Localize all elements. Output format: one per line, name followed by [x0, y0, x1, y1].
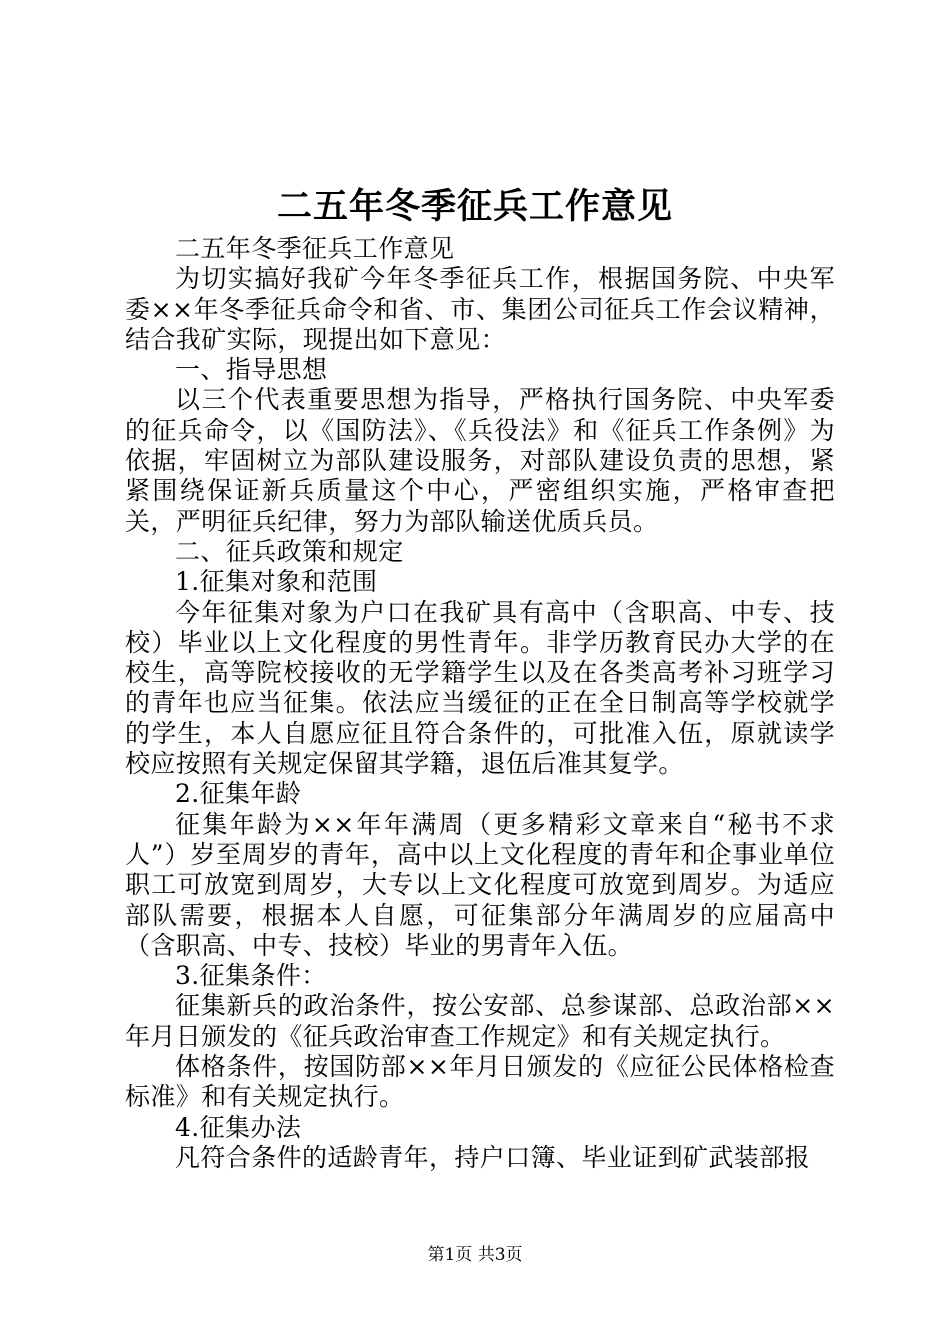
- document-body: [125, 234, 835, 1173]
- paragraph-method: 凡符合条件的适龄青年，持户口簿、毕业证到矿武装部报: [175, 1142, 811, 1172]
- subheading-conditions: 3.征集条件：: [175, 961, 327, 991]
- paragraph-political-conditions: 征集新兵的政治条件，按公安部、总参谋部、总政治部××年月日颁发的《征兵政治审查工作规定》和有关规定执行。: [125, 991, 835, 1051]
- subheading-method: 4.征集办法: [175, 1112, 302, 1142]
- page-number: 第1页 共3页: [427, 1245, 523, 1265]
- subheading-age: 2.征集年龄: [175, 779, 302, 809]
- paragraph-intro: 为切实搞好我矿今年冬季征兵工作，根据国务院、中央军委××年冬季征兵命令和省、市、集团公司征兵工作会议精神，结合我矿实际，现提出如下意见：: [125, 264, 835, 354]
- subheading-targets: 1.征集对象和范围: [175, 567, 378, 597]
- paragraph-guiding-ideology: 以三个代表重要思想为指导，严格执行国务院、中央军委的征兵命令，以《国防法》、《兵役法》和《征兵工作条例》为依据，牢固树立为部队建设服务，对部队建设负责的思想，紧紧围绕保证新兵质量这个中心，严密组织实施，严格审查把关，严明征兵纪律，努力为部队输送优质兵员。: [125, 385, 835, 536]
- paragraph-physical-conditions: 体格条件，按国防部××年月日颁发的《应征公民体格检查标准》和有关规定执行。: [125, 1052, 835, 1112]
- paragraph-age: 征集年龄为××年年满周（更多精彩文章来自“秘书不求人”）岁至周岁的青年，高中以上文化程度的青年和企事业单位职工可放宽到周岁，大专以上文化程度可放宽到周岁。为适应部队需要，根据本人自愿，可征集部分年满周岁的应届高中（含职高、中专、技校）毕业的男青年入伍。: [125, 809, 835, 960]
- paragraph-subtitle: 二五年冬季征兵工作意见: [175, 234, 455, 263]
- document-title: 二五年冬季征兵工作意见: [276, 186, 673, 227]
- heading-policies: 二、征兵政策和规定: [175, 536, 404, 566]
- paragraph-targets: 今年征集对象为户口在我矿具有高中（含职高、中专、技校）毕业以上文化程度的男性青年。非学历教育民办大学的在校生，高等院校接收的无学籍学生以及在各类高考补习班学习的青年也应当征集。依法应当缓征的正在全日制高等学校就学的学生，本人自愿应征且符合条件的，可批准入伍，原就读学校应按照有关规定保留其学籍，退伍后准其复学。: [125, 597, 835, 779]
- heading-guiding-ideology: 一、指导思想: [175, 355, 328, 385]
